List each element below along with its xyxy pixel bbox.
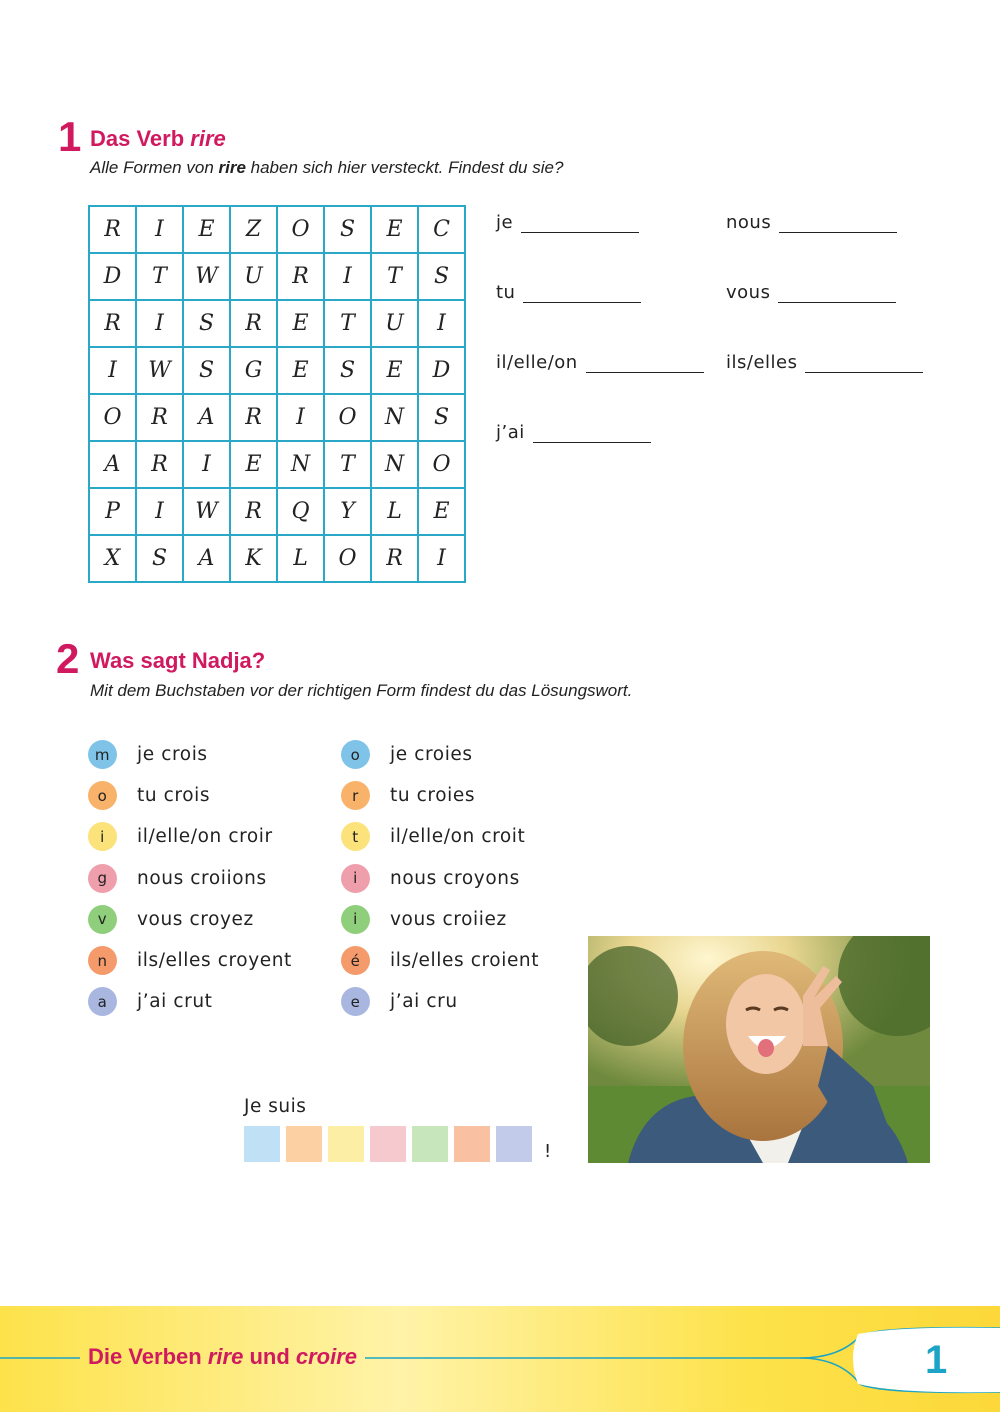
grid-cell[interactable]: R bbox=[231, 395, 278, 442]
option-text: j’ai cru bbox=[390, 991, 458, 1013]
option-text: j’ai crut bbox=[137, 991, 213, 1013]
option-item[interactable] bbox=[88, 905, 254, 934]
grid-cell[interactable]: O bbox=[278, 207, 325, 254]
grid-cell[interactable]: U bbox=[372, 301, 419, 348]
grid-cell[interactable]: O bbox=[325, 395, 372, 442]
grid-cell[interactable]: S bbox=[184, 301, 231, 348]
footer-title-verb-1: rire bbox=[207, 1344, 244, 1369]
grid-cell[interactable]: E bbox=[231, 442, 278, 489]
grid-cell[interactable]: R bbox=[137, 395, 184, 442]
footer-title-verb-2: croire bbox=[295, 1344, 358, 1369]
option-text: il/elle/on croir bbox=[137, 826, 273, 848]
grid-cell[interactable]: Y bbox=[325, 489, 372, 536]
option-text: vous croiiez bbox=[390, 908, 507, 930]
exercise-1-title-verb: rire bbox=[190, 126, 226, 151]
pronoun-label: il/elle/on bbox=[496, 352, 578, 373]
option-letter-badge: é bbox=[341, 946, 370, 975]
blank-j-ai bbox=[496, 422, 651, 443]
answer-line-j-ai[interactable] bbox=[533, 422, 651, 443]
grid-cell[interactable]: L bbox=[372, 489, 419, 536]
option-item[interactable] bbox=[341, 822, 525, 851]
option-letter-badge: e bbox=[341, 987, 370, 1016]
option-item[interactable] bbox=[88, 781, 210, 810]
grid-cell[interactable]: Q bbox=[278, 489, 325, 536]
answer-prefix: Je suis bbox=[244, 1096, 307, 1117]
grid-cell[interactable]: O bbox=[419, 442, 466, 489]
grid-cell[interactable]: R bbox=[231, 301, 278, 348]
grid-cell[interactable]: E bbox=[278, 348, 325, 395]
grid-cell[interactable]: E bbox=[419, 489, 466, 536]
grid-cell[interactable]: W bbox=[184, 489, 231, 536]
grid-cell[interactable]: R bbox=[90, 301, 137, 348]
grid-cell[interactable]: S bbox=[184, 348, 231, 395]
grid-cell[interactable]: T bbox=[325, 442, 372, 489]
grid-cell[interactable]: D bbox=[90, 254, 137, 301]
option-letter-badge: m bbox=[88, 740, 117, 769]
option-letter-badge: v bbox=[88, 905, 117, 934]
grid-cell[interactable]: I bbox=[278, 395, 325, 442]
page-number: 1 bbox=[925, 1338, 948, 1382]
grid-cell[interactable]: R bbox=[231, 489, 278, 536]
blank-je bbox=[496, 212, 639, 233]
option-item[interactable] bbox=[88, 822, 273, 851]
grid-cell[interactable]: K bbox=[231, 536, 278, 583]
option-item[interactable] bbox=[88, 987, 213, 1016]
grid-cell[interactable]: E bbox=[184, 207, 231, 254]
option-letter-badge: i bbox=[88, 822, 117, 851]
grid-cell[interactable]: A bbox=[184, 536, 231, 583]
answer-letter-box[interactable] bbox=[286, 1126, 322, 1162]
grid-cell[interactable]: S bbox=[419, 395, 466, 442]
word-search-grid bbox=[88, 205, 466, 583]
grid-cell[interactable]: C bbox=[419, 207, 466, 254]
exercise-1-title-plain: Das Verb bbox=[90, 126, 191, 151]
option-text: tu croies bbox=[390, 785, 476, 807]
option-letter-badge: t bbox=[341, 822, 370, 851]
grid-cell[interactable]: X bbox=[90, 536, 137, 583]
answer-line-il-elle-on[interactable] bbox=[586, 352, 704, 373]
grid-cell[interactable]: Z bbox=[231, 207, 278, 254]
option-item[interactable] bbox=[341, 781, 475, 810]
grid-cell[interactable]: I bbox=[184, 442, 231, 489]
option-letter-badge: o bbox=[341, 740, 370, 769]
blank-ils-elles bbox=[726, 352, 923, 373]
answer-line-ils-elles[interactable] bbox=[805, 352, 923, 373]
grid-cell[interactable]: W bbox=[137, 348, 184, 395]
grid-cell[interactable]: G bbox=[231, 348, 278, 395]
answer-line-tu[interactable] bbox=[523, 282, 641, 303]
blank-nous bbox=[726, 212, 897, 233]
option-text: il/elle/on croit bbox=[390, 826, 526, 848]
grid-cell[interactable]: S bbox=[325, 207, 372, 254]
answer-letter-box[interactable] bbox=[244, 1126, 280, 1162]
exercise-1-instruction bbox=[90, 158, 563, 178]
answer-letter-box[interactable] bbox=[328, 1126, 364, 1162]
pronoun-label: j’ai bbox=[496, 422, 525, 443]
exercise-2-instruction: Mit dem Buchstaben vor der richtigen Form findest du das Lösungswort. bbox=[90, 681, 633, 700]
answer-suffix: ! bbox=[544, 1141, 552, 1162]
option-item[interactable] bbox=[341, 987, 458, 1016]
option-letter-badge: g bbox=[88, 864, 117, 893]
grid-cell[interactable]: R bbox=[137, 442, 184, 489]
option-text: ils/elles croyent bbox=[137, 950, 292, 971]
grid-cell[interactable]: S bbox=[419, 254, 466, 301]
grid-cell[interactable]: I bbox=[419, 301, 466, 348]
grid-cell[interactable]: S bbox=[325, 348, 372, 395]
grid-cell[interactable]: T bbox=[325, 301, 372, 348]
option-letter-badge: i bbox=[341, 905, 370, 934]
grid-cell[interactable]: E bbox=[278, 301, 325, 348]
grid-cell[interactable]: O bbox=[90, 395, 137, 442]
pronoun-label: ils/elles bbox=[726, 352, 798, 373]
grid-cell[interactable]: N bbox=[278, 442, 325, 489]
grid-cell[interactable]: A bbox=[184, 395, 231, 442]
option-item[interactable] bbox=[88, 740, 208, 769]
photo-illustration bbox=[588, 936, 930, 1163]
answer-letter-box[interactable] bbox=[496, 1126, 532, 1162]
grid-cell[interactable]: O bbox=[325, 536, 372, 583]
option-item[interactable] bbox=[341, 740, 473, 769]
option-text: vous croyez bbox=[137, 908, 254, 930]
grid-cell[interactable]: I bbox=[419, 536, 466, 583]
option-letter-badge: a bbox=[88, 987, 117, 1016]
blank-il-elle-on bbox=[496, 352, 704, 373]
instruction-part-2: haben sich hier versteckt. Findest du sie? bbox=[245, 158, 564, 177]
footer-title bbox=[88, 1344, 357, 1370]
answer-line-vous[interactable] bbox=[778, 282, 896, 303]
grid-cell[interactable]: I bbox=[137, 489, 184, 536]
answer-letter-box[interactable] bbox=[370, 1126, 406, 1162]
grid-cell[interactable]: U bbox=[231, 254, 278, 301]
exercise-1-number: 1 bbox=[58, 113, 82, 160]
grid-cell[interactable]: N bbox=[372, 395, 419, 442]
option-text: je crois bbox=[137, 744, 208, 765]
grid-cell[interactable]: T bbox=[372, 254, 419, 301]
option-text: nous croiions bbox=[137, 867, 267, 889]
grid-cell[interactable]: I bbox=[90, 348, 137, 395]
grid-cell[interactable]: P bbox=[90, 489, 137, 536]
grid-cell[interactable]: N bbox=[372, 442, 419, 489]
option-text: je croies bbox=[390, 744, 473, 765]
grid-cell[interactable]: I bbox=[137, 301, 184, 348]
option-text: ils/elles croient bbox=[390, 950, 540, 971]
grid-cell[interactable]: W bbox=[184, 254, 231, 301]
grid-cell[interactable]: I bbox=[137, 207, 184, 254]
grid-cell[interactable]: E bbox=[372, 348, 419, 395]
option-text: nous croyons bbox=[390, 867, 520, 889]
exercise-1-title bbox=[90, 126, 226, 152]
instruction-verb: rire bbox=[218, 158, 246, 177]
instruction-part-1: Alle Formen von bbox=[90, 158, 219, 177]
option-letter-badge: r bbox=[341, 781, 370, 810]
grid-cell[interactable]: I bbox=[325, 254, 372, 301]
pronoun-label: vous bbox=[726, 282, 771, 303]
grid-cell[interactable]: A bbox=[90, 442, 137, 489]
answer-boxes bbox=[244, 1126, 551, 1162]
grid-cell[interactable]: L bbox=[278, 536, 325, 583]
grid-cell[interactable]: S bbox=[137, 536, 184, 583]
option-item[interactable] bbox=[341, 946, 539, 975]
option-letter-badge: n bbox=[88, 946, 117, 975]
blank-tu bbox=[496, 282, 641, 303]
grid-cell[interactable]: R bbox=[372, 536, 419, 583]
option-item[interactable] bbox=[88, 946, 292, 975]
photo-nadja bbox=[588, 936, 930, 1163]
pronoun-label: nous bbox=[726, 212, 772, 233]
answer-line-nous[interactable] bbox=[779, 212, 897, 233]
pronoun-label: tu bbox=[496, 282, 516, 303]
pronoun-label: je bbox=[496, 212, 514, 233]
option-letter-badge: o bbox=[88, 781, 117, 810]
grid-cell[interactable]: T bbox=[137, 254, 184, 301]
footer-title-part-1: Die Verben bbox=[88, 1344, 208, 1369]
blank-vous bbox=[726, 282, 896, 303]
answer-letter-box[interactable] bbox=[412, 1126, 448, 1162]
option-letter-badge: i bbox=[341, 864, 370, 893]
exercise-2-title: Was sagt Nadja? bbox=[90, 648, 266, 673]
answer-letter-box[interactable] bbox=[454, 1126, 490, 1162]
option-item[interactable] bbox=[341, 864, 520, 893]
option-item[interactable] bbox=[88, 864, 267, 893]
exercise-2-number: 2 bbox=[56, 635, 80, 682]
option-item[interactable] bbox=[341, 905, 507, 934]
grid-cell[interactable]: R bbox=[278, 254, 325, 301]
footer-title-part-2: und bbox=[243, 1344, 296, 1369]
grid-cell[interactable]: E bbox=[372, 207, 419, 254]
grid-cell[interactable]: D bbox=[419, 348, 466, 395]
grid-cell[interactable]: R bbox=[90, 207, 137, 254]
answer-line-je[interactable] bbox=[521, 212, 639, 233]
option-text: tu crois bbox=[137, 785, 211, 807]
